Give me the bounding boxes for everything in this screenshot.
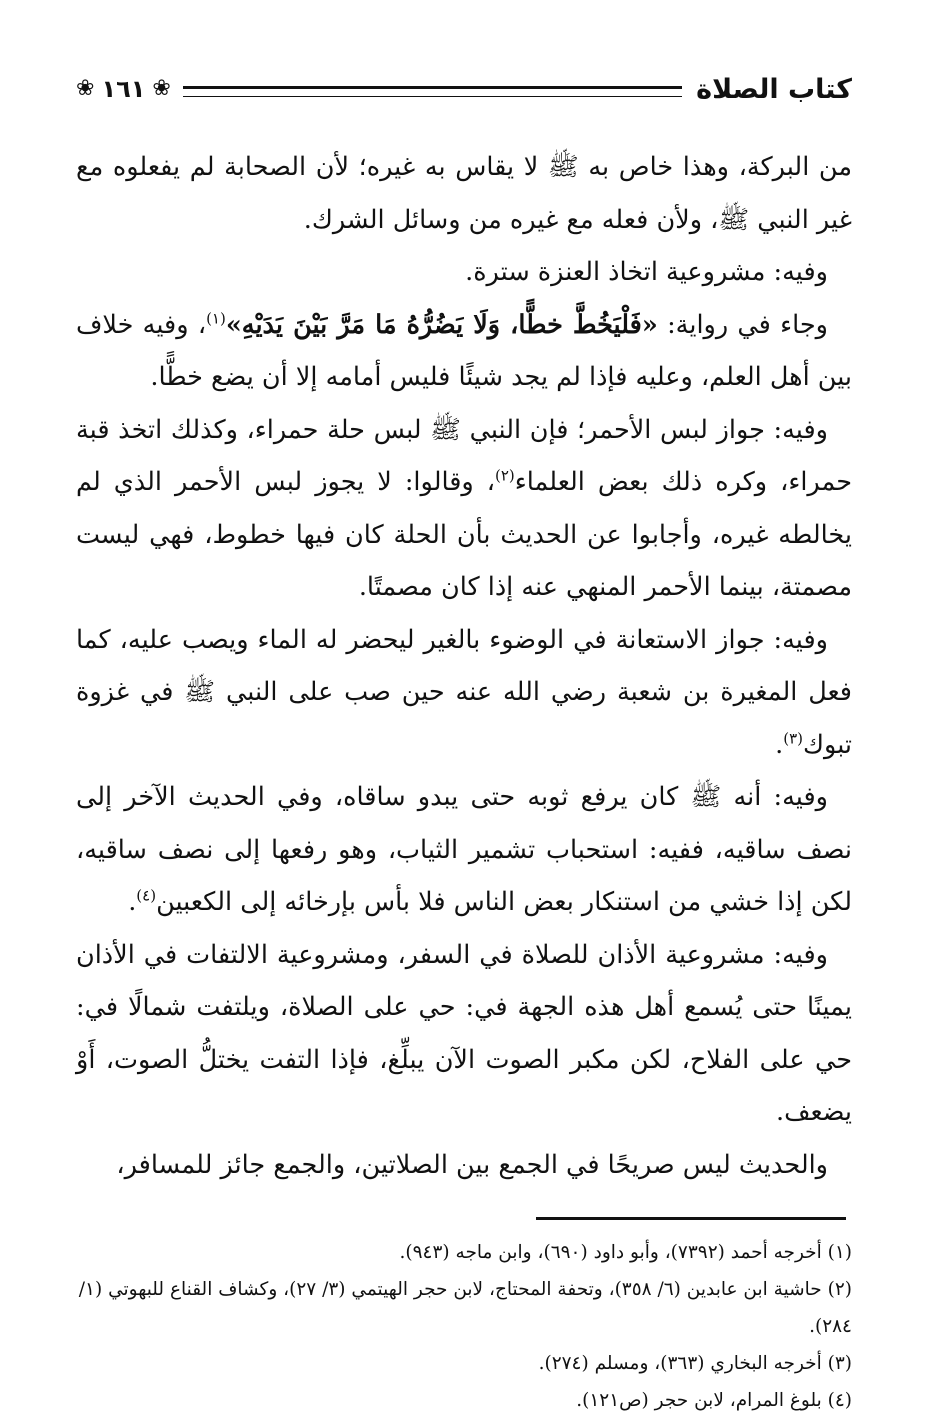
paragraph bbox=[76, 299, 852, 404]
page-number-ornament bbox=[76, 75, 183, 103]
footnote-ref[interactable]: (٢) bbox=[495, 466, 515, 485]
paragraph-text: وفيه: أنه ﷺ كان يرفع ثوبه حتى يبدو ساقاه، وفي الحديث الآخر إلى نصف ساقيه، ففيه: استحباب تشمير الثياب، وهو رفعها إلى نصف ساقيه، لكن إذا خشي من استنكار بعض الناس فلا بأس بإرخائه إلى الكعبين bbox=[76, 782, 852, 917]
paragraph: والحديث ليس صريحًا في الجمع بين الصلاتين، والجمع جائز للمسافر، bbox=[116, 1149, 828, 1180]
paragraph: وفيه: مشروعية الأذان للصلاة في السفر، ومشروعية الالتفات في الأذان يمينًا حتى يُسمع أهل هذه الجهة في: حي على الصلاة، ويلتفت شمالًا في: حي على الفلاح، لكن مكبر الصوت الآن يبلِّغ، فإذا التفت يختلُّ الصوت، أَوْ يضعف. bbox=[76, 939, 852, 1127]
paragraph bbox=[76, 771, 852, 929]
paragraph-text: . bbox=[775, 729, 784, 760]
book-title: كتاب الصلاة bbox=[696, 73, 852, 105]
running-header bbox=[76, 62, 852, 116]
footnote-separator bbox=[536, 1217, 846, 1220]
paragraph-text: ، وقالوا: لا يجوز لبس الأحمر الذي لم يخالطه غيره، وأجابوا عن الحديث بأن الحلة كان فيها خطوط، فهي ليست مصمتة، بينما الأحمر المنهي عنه إذا كان مصمتًا. bbox=[76, 467, 852, 602]
ornament-left-icon: ❀ bbox=[76, 76, 95, 101]
footnote: (٤) بلوغ المرام، لابن حجر (ص١٢١). bbox=[576, 1390, 852, 1411]
paragraph: وفيه: مشروعية اتخاذ العنزة سترة. bbox=[465, 257, 828, 287]
page-number: ١٦١ bbox=[101, 75, 146, 103]
paragraph-text: ، وفيه خلاف بين أهل العلم، وعليه فإذا لم يجد شيئًا فليس أمامه إلا أن يضع خطًّا. bbox=[76, 309, 852, 392]
paragraph-text: وفيه: جواز لبس الأحمر؛ فإن النبي ﷺ لبس حلة حمراء، وكذلك اتخذ قبة حمراء، وكره ذلك بعض العلماء bbox=[76, 414, 852, 497]
paragraph-text: وجاء في رواية: bbox=[657, 309, 828, 340]
header-rule bbox=[183, 86, 682, 97]
footnote-ref[interactable]: (٤) bbox=[136, 886, 157, 905]
footnote-ref[interactable]: (١) bbox=[206, 309, 226, 327]
footnote-ref[interactable]: (٣) bbox=[783, 729, 804, 747]
footnote: (١) أخرجه أحمد (٧٣٩٢)، وأبو داود (٦٩٠)، وابن ماجه (٩٤٣). bbox=[399, 1242, 852, 1263]
book-page bbox=[76, 62, 852, 1411]
paragraph bbox=[76, 404, 852, 614]
main-text bbox=[76, 141, 852, 1191]
paragraph: من البركة، وهذا خاص به ﷺ لا يقاس به غيره؛ لأن الصحابة لم يفعلوه مع غير النبي ﷺ، ولأن فعله مع غيره من وسائل الشرك. bbox=[76, 152, 852, 235]
ornament-right-icon: ❀ bbox=[152, 76, 171, 101]
paragraph-text: . bbox=[128, 887, 137, 917]
footnote: (٢) حاشية ابن عابدين (٦/ ٣٥٨)، وتحفة المحتاج، لابن حجر الهيتمي (٣/ ٢٧)، وكشاف القناع للبهوتي (١/ ٢٨٤). bbox=[78, 1279, 852, 1337]
hadith-quote: «فَلْيَخُطَّ خطًّا، وَلَا يَضُرُّهُ مَا مَرَّ بَيْنَ يَدَيْهِ» bbox=[225, 309, 658, 340]
footnotes bbox=[76, 1234, 852, 1419]
paragraph-text: وفيه: جواز الاستعانة في الوضوء بالغير ليحضر له الماء ويصب عليه، كما فعل المغيرة بن شعبة رضي الله عنه حين صب على النبي ﷺ في غزوة تبوك bbox=[76, 624, 852, 760]
footnote: (٣) أخرجه البخاري (٣٦٣)، ومسلم (٢٧٤). bbox=[538, 1353, 852, 1374]
paragraph bbox=[76, 614, 852, 772]
